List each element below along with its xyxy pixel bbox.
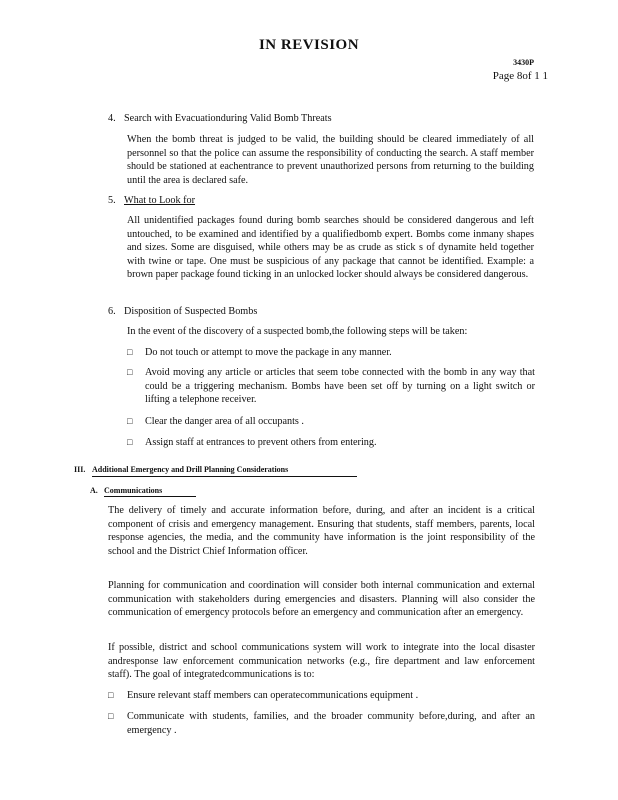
section-a-heading: Communications xyxy=(104,486,163,495)
section-3-numeral: III. xyxy=(74,465,86,474)
list-item: Clear the danger area of all occupants . xyxy=(145,416,304,427)
bullet-box-icon: □ xyxy=(108,711,114,721)
bullet-box-icon: □ xyxy=(127,367,133,377)
bullet-box-icon: □ xyxy=(127,347,133,357)
section-a-heading-row xyxy=(90,486,162,495)
list-item: Avoid moving any article or articles that seem tobe connected with the bomb in any way that could be a triggering mechanism. Bombs have been set off by turning on a light switch or lifting a telephone receiver. xyxy=(145,367,535,406)
item-4-heading-row xyxy=(108,113,332,124)
page-number: Page 8of 1 1 xyxy=(492,70,548,82)
section-3-heading: Additional Emergency and Drill Planning Considerations xyxy=(92,465,289,474)
item-6-heading-row xyxy=(108,306,257,317)
bullet-box-icon: □ xyxy=(127,437,133,447)
section-3-underline xyxy=(92,476,357,477)
list-item: Do not touch or attempt to move the package in any manner. xyxy=(145,347,392,358)
item-4-body: When the bomb threat is judged to be valid, the building should be cleared immediately of all personnel so that the police can assume the responsibility of conducting the search. A staff member should be stationed at eachentrance to prevent unauthorized persons from returning to the building until the area is declared safe. xyxy=(127,134,534,186)
section-a-underline xyxy=(104,496,196,497)
communications-paragraph-2: Planning for communication and coordination will consider both internal communication and external communication with stakeholders during emergencies and disasters. Planning will also consider the communication of emergency protocols before an emergency and communication after an emergency. xyxy=(108,580,535,619)
list-item: Communicate with students, families, and the broader community before,during, and after an emergency . xyxy=(127,711,535,736)
page-title: IN REVISION xyxy=(258,37,360,53)
section-3-heading-row xyxy=(74,465,288,474)
bullet-box-icon: □ xyxy=(127,416,133,426)
item-4-heading: Search with Evacuationduring Valid Bomb Threats xyxy=(124,113,332,124)
section-a-letter: A. xyxy=(90,486,98,495)
item-5-heading: What to Look for xyxy=(124,195,196,206)
item-6-heading: Disposition of Suspected Bombs xyxy=(124,306,258,317)
item-5-body: All unidentified packages found during bomb searches should be considered dangerous and left untouched, to be examined and identified by a qualifiedbomb expert. Bombs come inmany shapes and sizes. Some are disguised, while others may be as crude as stick s of dynamite held together with twine or tape. One must be suspicious of any package that cannot be identified. Example: a brown paper package found ticking in an unlocked locker should always be considered dangerous. xyxy=(127,215,534,281)
item-4-number: 4. xyxy=(108,113,116,124)
communications-paragraph-3: If possible, district and school communications system will work to integrate into the local disaster andresponse law enforcement communication networks (e.g., fire department and law enforcement staff). The goal of integratedcommunications is to: xyxy=(108,642,535,681)
document-code: 3430P xyxy=(513,58,534,67)
item-5-number: 5. xyxy=(108,195,116,206)
item-6-number: 6. xyxy=(108,306,116,317)
list-item: Assign staff at entrances to prevent others from entering. xyxy=(145,437,377,448)
list-item: Ensure relevant staff members can operatecommunications equipment . xyxy=(127,690,419,701)
communications-paragraph-1: The delivery of timely and accurate information before, during, and after an incident is a critical component of crisis and emergency management. Ensuring that students, staff members, parents, local response agencies, the media, and the community have information is the joint responsibility of the school and the District Chief Information officer. xyxy=(108,505,535,557)
bullet-box-icon: □ xyxy=(108,690,114,700)
item-5-heading-row xyxy=(108,195,195,206)
item-6-intro: In the event of the discovery of a suspected bomb,the following steps will be taken: xyxy=(127,326,468,337)
